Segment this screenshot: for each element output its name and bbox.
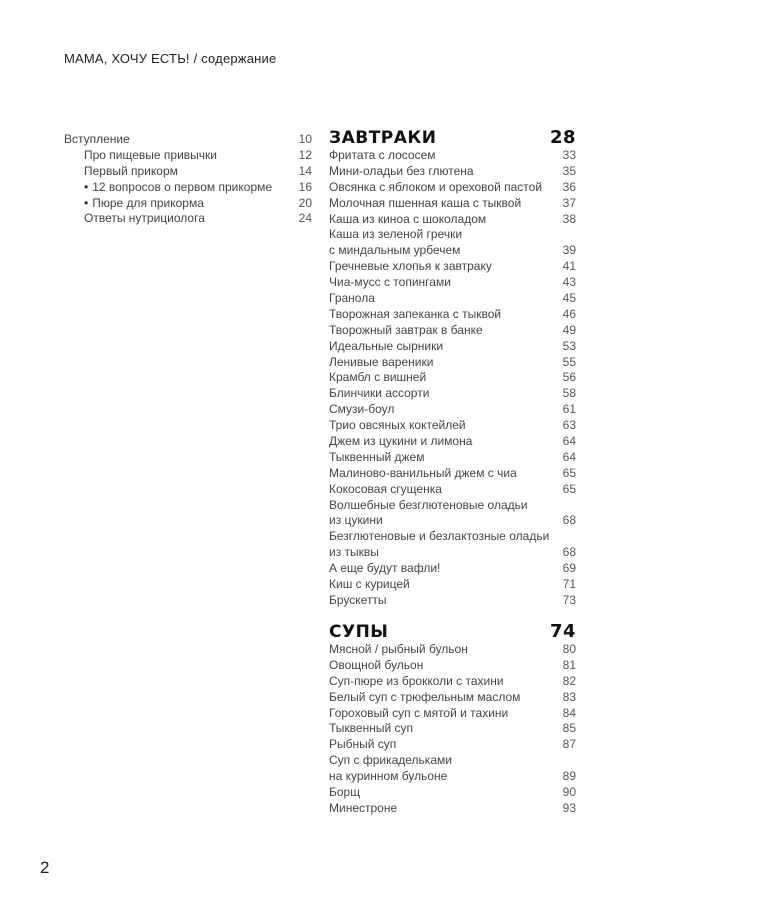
- toc-entry-page: 85: [562, 721, 576, 736]
- toc-entry-page: 68: [562, 545, 576, 560]
- toc-entry-page: 81: [562, 657, 576, 672]
- toc-entry-page: 93: [562, 800, 576, 815]
- toc-entry: [329, 450, 576, 466]
- toc-entry: [329, 529, 576, 545]
- toc-entry-page: 12: [298, 147, 312, 162]
- toc-entry-page: 45: [562, 291, 576, 306]
- toc-entry-label: Мини-оладьи без глютена: [329, 163, 474, 178]
- section-breakfasts: [329, 128, 576, 609]
- toc-entry-label: Киш с курицей: [329, 577, 410, 592]
- toc-entry-label-wrap: [64, 164, 178, 180]
- toc-entry: [329, 706, 576, 722]
- toc-entry: [329, 339, 576, 355]
- toc-entry: [329, 498, 576, 514]
- toc-entry-label: Тыквенный суп: [329, 721, 414, 736]
- section-title: ЗАВТРАКИ: [329, 128, 437, 148]
- toc-entry-label-wrap: [64, 180, 272, 196]
- toc-entry-page: 49: [562, 322, 576, 337]
- toc-entry: [329, 561, 576, 577]
- toc-entry: [64, 148, 312, 164]
- toc-entry-page: 69: [562, 561, 576, 576]
- page-header: [64, 51, 276, 66]
- toc-entry: [329, 785, 576, 801]
- toc-entry: [329, 753, 576, 769]
- toc-entry-label: Гороховый суп с мятой и тахини: [329, 705, 509, 720]
- section-page: 28: [549, 127, 576, 148]
- toc-entry: [329, 690, 576, 706]
- toc-entry-label: Творожная запеканка с тыквой: [329, 306, 502, 321]
- section-page: 74: [549, 621, 576, 642]
- toc-entry-page: 87: [562, 737, 576, 752]
- toc-entry: [64, 164, 312, 180]
- book-title: МАМА, ХОЧУ ЕСТЬ!: [64, 51, 190, 66]
- toc-entry: [329, 386, 576, 402]
- toc-entry: [64, 132, 312, 148]
- toc-entry-page: 82: [562, 673, 576, 688]
- toc-entry-page: 65: [562, 465, 576, 480]
- intro-toc: [64, 132, 312, 227]
- toc-entry-label: Суп с фрикадельками: [329, 753, 452, 768]
- toc-entry-label-wrap: [64, 132, 130, 148]
- toc-entry-page: 56: [562, 370, 576, 385]
- toc-entry-label-wrap: [64, 148, 217, 164]
- toc-entry-label: Молочная пшенная каша с тыквой: [329, 195, 522, 210]
- toc-entry-label: Идеальные сырники: [329, 338, 444, 353]
- toc-entry: [329, 674, 576, 690]
- header-separator: /: [193, 51, 198, 66]
- toc-entry-label: Гранола: [329, 291, 375, 306]
- toc-entry-label: из тыквы: [329, 545, 379, 560]
- toc-entry: [329, 148, 576, 164]
- toc-entry: [329, 737, 576, 753]
- toc-entry-label: Вступление: [64, 132, 130, 146]
- toc-entry-label: из цукини: [329, 513, 383, 528]
- toc-entry-label: с миндальным урбечем: [329, 243, 461, 258]
- toc-entry-page: 90: [562, 785, 576, 800]
- toc-entry-label: Каша из зеленой гречки: [329, 227, 463, 242]
- toc-entry: [329, 291, 576, 307]
- toc-entry: [329, 642, 576, 658]
- toc-entry-label: Гречневые хлопья к завтраку: [329, 259, 492, 274]
- toc-entry-label: Волшебные безглютеновые оладьи: [329, 497, 528, 512]
- toc-entry-page: 41: [562, 259, 576, 274]
- toc-entry-label: Овсянка с яблоком и ореховой пастой: [329, 179, 543, 194]
- toc-entry-label: Овощной бульон: [329, 657, 424, 672]
- toc-entry-label: Ленивые вареники: [329, 354, 434, 369]
- toc-entry-page: 55: [562, 354, 576, 369]
- toc-entry-label: Белый суп с трюфельным маслом: [329, 689, 521, 704]
- toc-entry-label: Рыбный суп: [329, 737, 397, 752]
- toc-entry: [329, 307, 576, 323]
- toc-entry-label: Кокосовая сгущенка: [329, 481, 442, 496]
- toc-entry-label-wrap: [64, 196, 204, 212]
- toc-entry: [64, 211, 312, 227]
- toc-entry-label: Пюре для прикорма: [92, 195, 204, 210]
- toc-entry-label: Творожный завтрак в банке: [329, 322, 483, 337]
- toc-entry-page: 68: [562, 513, 576, 528]
- toc-entry-page: 65: [562, 481, 576, 496]
- toc-entry-label: Первый прикорм: [84, 163, 178, 178]
- toc-entry-page: 10: [298, 132, 312, 146]
- toc-entry: [329, 593, 576, 609]
- toc-entry: [329, 769, 576, 785]
- toc-entry: [329, 801, 576, 817]
- toc-entry: [329, 212, 576, 228]
- toc-entry-page: 61: [562, 402, 576, 417]
- section-heading: [329, 128, 576, 148]
- toc-entry: [329, 721, 576, 737]
- toc-entry: [329, 434, 576, 450]
- toc-entry-label: Про пищевые привычки: [84, 147, 218, 162]
- section-title: СУПЫ: [329, 622, 389, 642]
- toc-entry-page: 64: [562, 449, 576, 464]
- toc-entry-page: 84: [562, 705, 576, 720]
- toc-entry-page: 35: [562, 163, 576, 178]
- toc-entry-label: Безглютеновые и безлактозные оладьи: [329, 529, 550, 544]
- bullet-marker: •: [84, 195, 89, 210]
- toc-entry-label: Брускетты: [329, 592, 387, 607]
- toc-entry-page: 43: [562, 275, 576, 290]
- toc-entry-page: 53: [562, 338, 576, 353]
- toc-entry-page: 71: [562, 577, 576, 592]
- toc-entry: [329, 243, 576, 259]
- toc-entry: [329, 259, 576, 275]
- toc-entry-page: 39: [562, 243, 576, 258]
- toc-entry-label: Суп-пюре из брокколи с тахини: [329, 673, 504, 688]
- toc-entry-page: 64: [562, 434, 576, 449]
- toc-entry-label: Крамбл с вишней: [329, 370, 427, 385]
- toc-entry-label: Каша из киноа с шоколадом: [329, 211, 487, 226]
- toc-entry-label-wrap: [64, 211, 205, 227]
- toc-entry-label: на куринном бульоне: [329, 769, 448, 784]
- toc-entry-label: Мясной / рыбный бульон: [329, 642, 468, 656]
- toc-entry: [329, 164, 576, 180]
- toc-entry-page: 14: [298, 163, 312, 178]
- toc-entry: [64, 180, 312, 196]
- toc-entry: [329, 402, 576, 418]
- toc-entry-page: 83: [562, 689, 576, 704]
- toc-entry: [329, 323, 576, 339]
- toc-entry-page: 20: [298, 195, 312, 210]
- toc-entry-label: Джем из цукини и лимона: [329, 434, 473, 449]
- toc-entry-page: 16: [298, 179, 312, 194]
- toc-entry-label: Борщ: [329, 785, 361, 800]
- toc-entry: [329, 418, 576, 434]
- toc-entry: [329, 513, 576, 529]
- toc-entry: [329, 180, 576, 196]
- toc-entry-page: 24: [298, 211, 312, 226]
- page-number: 2: [40, 858, 50, 877]
- toc-entry-label: А еще будут вафли!: [329, 561, 441, 576]
- toc-entry: [329, 196, 576, 212]
- toc-entry-label: Трио овсяных коктейлей: [329, 418, 466, 433]
- toc-entry: [329, 482, 576, 498]
- toc-entry-page: 58: [562, 386, 576, 401]
- toc-entry: [329, 227, 576, 243]
- toc-entry-page: 73: [562, 592, 576, 607]
- toc-entry-page: 80: [562, 642, 576, 656]
- toc-entry-page: 38: [562, 211, 576, 226]
- toc-entry: [329, 577, 576, 593]
- toc-entry-label: Блинчики ассорти: [329, 386, 430, 401]
- toc-entry: [64, 196, 312, 212]
- toc-entry-label: Фритата с лососем: [329, 148, 436, 162]
- toc-entry: [329, 466, 576, 482]
- toc-entry-label: Минестроне: [329, 800, 398, 815]
- header-subtitle: содержание: [201, 51, 277, 66]
- toc-entry-label: 12 вопросов о первом прикорме: [92, 179, 273, 194]
- toc-entry: [329, 658, 576, 674]
- toc-entry: [329, 545, 576, 561]
- section-heading: [329, 622, 576, 642]
- section-soups: [329, 622, 576, 817]
- toc-entry-label: Чиа-мусс с топингами: [329, 275, 451, 290]
- toc-entry-page: 46: [562, 306, 576, 321]
- toc-entry: [329, 275, 576, 291]
- toc-entry-page: 63: [562, 418, 576, 433]
- toc-entry-label: Малиново-ванильный джем с чиа: [329, 465, 517, 480]
- toc-entry-label: Тыквенный джем: [329, 449, 425, 464]
- bullet-marker: •: [84, 179, 89, 194]
- toc-entry: [329, 370, 576, 386]
- toc-entry-page: 89: [562, 769, 576, 784]
- toc-entry-page: 37: [562, 195, 576, 210]
- toc-entry-page: 36: [562, 179, 576, 194]
- toc-entry-page: 33: [562, 148, 576, 162]
- toc-entry-label: Смузи-боул: [329, 402, 395, 417]
- toc-entry: [329, 355, 576, 371]
- toc-entry-label: Ответы нутрициолога: [84, 211, 205, 226]
